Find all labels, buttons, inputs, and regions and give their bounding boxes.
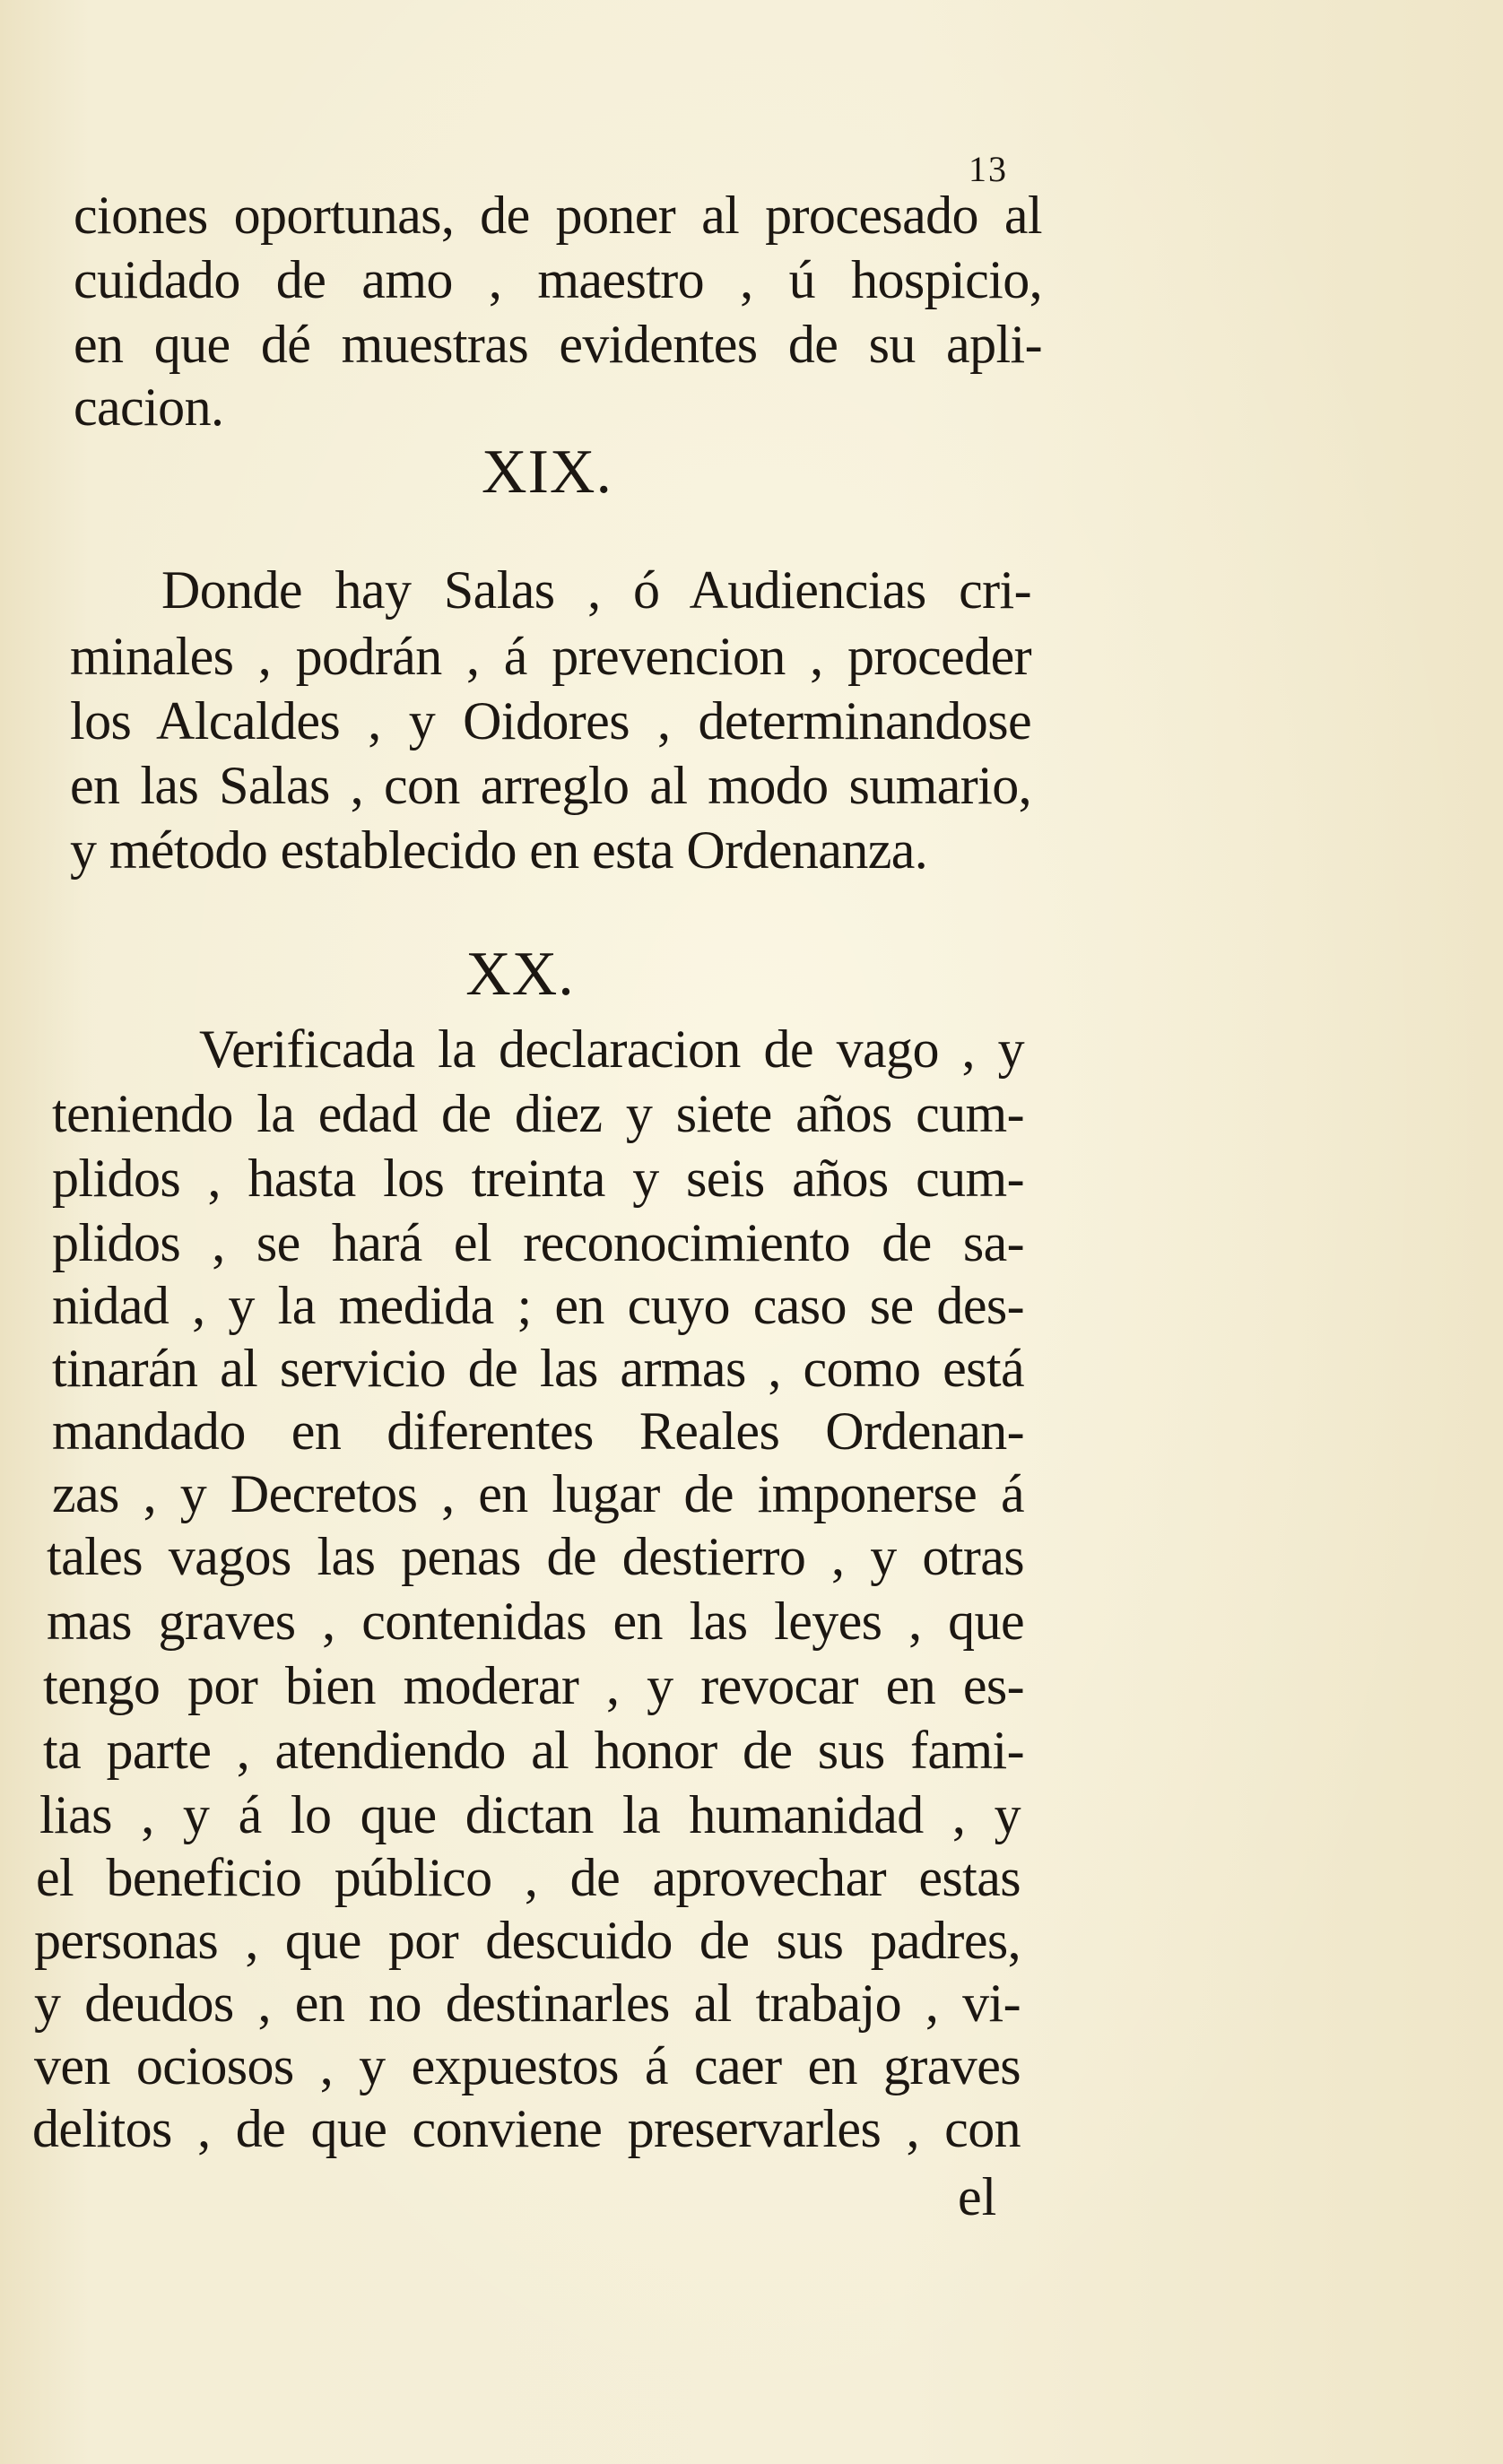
text-line: personas , que por descuido de sus padres, <box>34 1911 1021 1970</box>
text-line: en las Salas , con arreglo al modo sumario, <box>70 756 1031 815</box>
text-line: tinarán al servicio de las armas , como está <box>52 1339 1024 1398</box>
text-line: minales , podrán , á prevencion , proceder <box>70 627 1031 686</box>
text-line: plidos , hasta los treinta y seis años cum- <box>52 1149 1024 1208</box>
text-line: y método establecido en esta Ordenanza. <box>70 820 928 880</box>
text-line: en que dé muestras evidentes de su apli- <box>74 315 1042 374</box>
section-heading-xx: XX. <box>465 940 575 1009</box>
text-line: delitos , de que conviene preservarles , con <box>32 2099 1021 2158</box>
text-line: tales vagos las penas de destierro , y otras <box>47 1527 1024 1586</box>
text-line: mas graves , contenidas en las leyes , que <box>47 1592 1024 1651</box>
text-line: ciones oportunas, de poner al procesado al <box>74 186 1042 245</box>
catchword: el <box>958 2167 997 2226</box>
text-line: los Alcaldes , y Oidores , determinandose <box>70 691 1031 750</box>
text-line: cacion. <box>74 377 224 437</box>
text-line: Donde hay Salas , ó Audiencias cri- <box>161 560 1031 620</box>
text-line: ta parte , atendiendo al honor de sus fami- <box>43 1721 1024 1780</box>
page-number: 13 <box>969 149 1008 189</box>
text-line: el beneficio público , de aprovechar estas <box>36 1848 1021 1907</box>
text-line: nidad , y la medida ; en cuyo caso se des- <box>52 1276 1024 1335</box>
text-line: cuidado de amo , maestro , ú hospicio, <box>74 250 1042 309</box>
text-line: y deudos , en no destinarles al trabajo , vi- <box>34 1974 1021 2033</box>
text-line: tengo por bien moderar , y revocar en es- <box>43 1656 1024 1715</box>
text-line: ven ociosos , y expuestos á caer en graves <box>34 2036 1021 2095</box>
text-line: mandado en diferentes Reales Ordenan- <box>52 1401 1024 1461</box>
text-line: Verificada la declaracion de vago , y <box>199 1019 1024 1079</box>
text-line: teniendo la edad de diez y siete años cum- <box>52 1084 1024 1143</box>
text-line: lias , y á lo que dictan la humanidad , y <box>39 1785 1021 1844</box>
text-line: zas , y Decretos , en lugar de imponerse á <box>52 1464 1024 1523</box>
section-heading-xix: XIX. <box>482 438 612 507</box>
text-line: plidos , se hará el reconocimiento de sa- <box>52 1213 1024 1272</box>
